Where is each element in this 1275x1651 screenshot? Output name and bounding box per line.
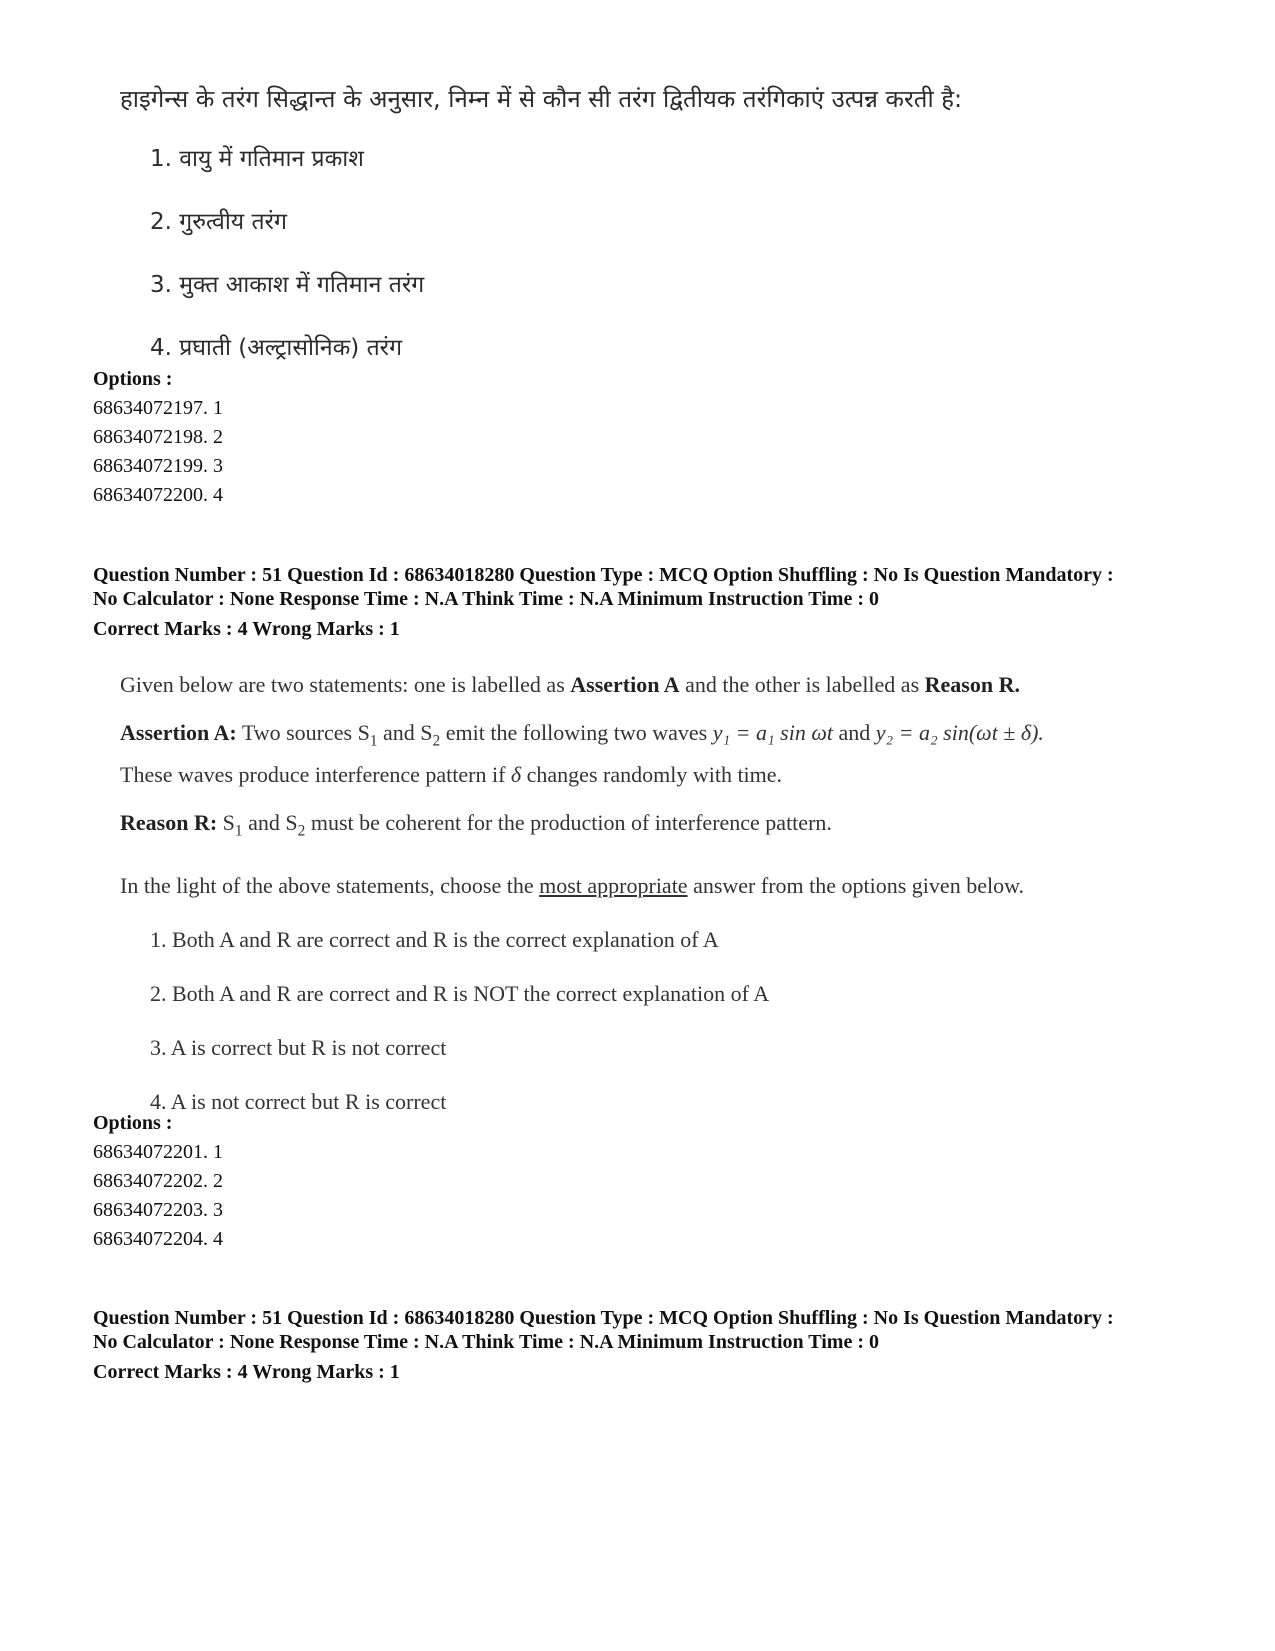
intro-statement xyxy=(120,668,1200,702)
reason-label: Reason R: xyxy=(120,810,218,836)
wave-equation-2: y₂ = a₂ sin(ωt ± δ). xyxy=(875,720,1044,745)
instruction-text: answer from the options given below. xyxy=(687,872,1025,898)
options-list-q50 xyxy=(93,366,223,510)
hindi-item-4: 4. प्रघाती (अल्ट्रासोनिक) तरंग xyxy=(150,335,403,361)
question-marks: Correct Marks : 4 Wrong Marks : 1 xyxy=(93,1361,400,1383)
instruction-text: In the light of the above statements, choose the xyxy=(120,872,540,898)
answer-choice-3: 3. A is correct but R is not correct xyxy=(150,1034,447,1060)
intro-text: and the other is labelled as xyxy=(679,672,925,697)
subscript: 2 xyxy=(432,732,441,750)
options-heading: Options : xyxy=(93,368,173,390)
assertion-term: Assertion A xyxy=(570,672,680,697)
wave-equation-1: y₁ = a₁ sin ωt xyxy=(712,720,833,745)
reason-text: must be coherent for the production of interference pattern. xyxy=(305,810,832,836)
reason-statement xyxy=(120,806,1200,848)
options-heading: Options : xyxy=(93,1112,173,1134)
reason-text: and S xyxy=(242,810,298,836)
option-line: 68634072201. 1 xyxy=(93,1141,223,1163)
option-line: 68634072198. 2 xyxy=(93,426,223,448)
option-line: 68634072204. 4 xyxy=(93,1228,223,1250)
assertion-text: and xyxy=(832,720,876,745)
reason-term: Reason R. xyxy=(924,672,1020,697)
hindi-item-1: 1. वायु में गतिमान प्रकाश xyxy=(150,146,364,172)
question-meta-line-2: No Calculator : None Response Time : N.A Think Time : N.A Minimum Instruction Time : 0 xyxy=(93,588,879,610)
question-meta-line-2: No Calculator : None Response Time : N.A Think Time : N.A Minimum Instruction Time : 0 xyxy=(93,1331,879,1353)
instruction-emphasis: most appropriate xyxy=(539,872,688,898)
answer-choice-1: 1. Both A and R are correct and R is the correct explanation of A xyxy=(150,926,719,952)
question-meta-q52 xyxy=(93,1306,1203,1384)
option-line: 68634072203. 3 xyxy=(93,1199,223,1221)
assertion-text: and S xyxy=(377,720,433,745)
delta-symbol: δ xyxy=(510,762,522,788)
assertion-label: Assertion A: xyxy=(120,720,237,745)
option-line: 68634072202. 2 xyxy=(93,1170,223,1192)
option-line: 68634072199. 3 xyxy=(93,455,223,477)
question-meta-line-1: Question Number : 51 Question Id : 68634018280 Question Type : MCQ Option Shuffling : No Is Question Mandatory : xyxy=(93,564,1114,586)
options-list-q51 xyxy=(93,1110,223,1254)
intro-text: Given below are two statements: one is labelled as xyxy=(120,672,571,697)
assertion-statement xyxy=(120,716,1200,792)
assertion-text: Two sources S xyxy=(236,720,370,745)
assertion-text: changes randomly with time. xyxy=(521,762,783,788)
subscript: 1 xyxy=(369,732,378,750)
subscript: 2 xyxy=(297,822,306,840)
assertion-text: These waves produce interference pattern if xyxy=(120,762,511,788)
answer-choice-2: 2. Both A and R are correct and R is NOT the correct explanation of A xyxy=(150,980,770,1006)
english-question-block xyxy=(120,668,1200,1141)
instruction-statement xyxy=(120,869,1200,903)
assertion-text: emit the following two waves xyxy=(440,720,713,745)
reason-text: S xyxy=(217,810,235,836)
hindi-question-block xyxy=(120,82,1180,393)
hindi-item-3: 3. मुक्त आकाश में गतिमान तरंग xyxy=(150,272,425,298)
answer-choice-4: 4. A is not correct but R is correct xyxy=(150,1088,447,1114)
question-meta-q51 xyxy=(93,563,1203,641)
hindi-item-2: 2. गुरुत्वीय तरंग xyxy=(150,209,287,235)
option-line: 68634072197. 1 xyxy=(93,397,223,419)
option-line: 68634072200. 4 xyxy=(93,484,223,506)
subscript: 1 xyxy=(234,822,243,840)
question-marks: Correct Marks : 4 Wrong Marks : 1 xyxy=(93,618,400,640)
question-meta-line-1: Question Number : 51 Question Id : 68634018280 Question Type : MCQ Option Shuffling : No Is Question Mandatory : xyxy=(93,1307,1114,1329)
hindi-question-stem: हाइगेन्स के तरंग सिद्धान्त के अनुसार, निम्न में से कौन सी तरंग द्वितीयक तरंगिकाएं उत्पन्न करती है: xyxy=(120,85,963,113)
